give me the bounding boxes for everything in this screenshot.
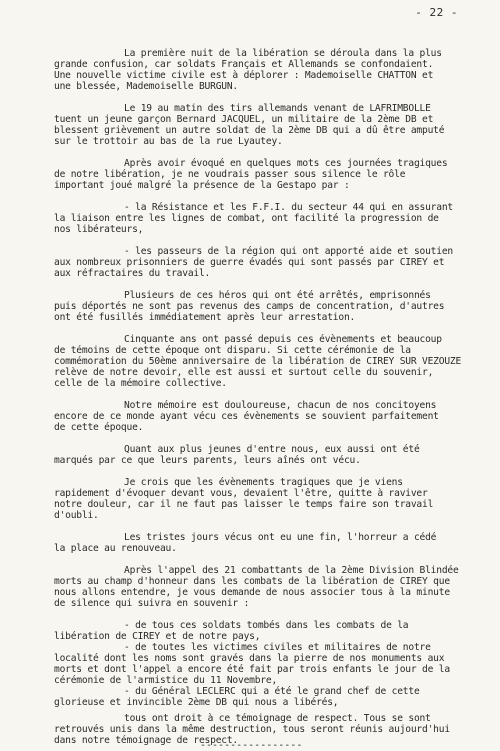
text-line: rapidement d'évoquer devant vous, devaient l'être, quitte à raviver <box>54 488 428 499</box>
text-line: d'oubli. <box>54 510 99 521</box>
text-line: nos libérateurs, <box>54 224 144 235</box>
text-line: Quant aux plus jeunes d'entre nous, eux aussi ont été <box>124 444 420 455</box>
text-line: La première nuit de la libération se déroula dans la plus <box>124 48 442 59</box>
text-line: Plusieurs de ces héros qui ont été arrêtés, emprisonnés <box>124 290 431 301</box>
text-line: cérémonie de l'armistice du 11 Novembre, <box>54 675 278 686</box>
text-line: - la Résistance et les F.F.I. du secteur 44 qui en assurant <box>124 202 453 213</box>
text-line: de notre libération, je ne voudrais passer sous silence le rôle <box>54 169 406 180</box>
text-line: retrouvés unis dans la même destruction, tous seront réunis aujourd'hui <box>54 724 450 735</box>
text-line: ont été fusillés immédiatement après leur arrestation. <box>54 312 356 323</box>
page-number: - 22 - <box>415 6 458 19</box>
text-line: Le 19 au matin des tirs allemands venant de LAFRIMBOLLE <box>124 103 431 114</box>
text-line: blessent grièvement un autre soldat de la 2ème DB qui a dû être amputé <box>54 125 445 136</box>
text-line: Après l'appel des 21 combattants de la 2ème Division Blindée <box>124 565 459 576</box>
text-line: aux nombreux prisonniers de guerre évadés qui sont passés par CIREY et <box>54 257 445 268</box>
text-line: puis déportés ne sont pas revenus des camps de concentration, d'autres <box>54 301 445 312</box>
text-line: Cinquante ans ont passé depuis ces évènements et beaucoup <box>124 334 442 345</box>
text-line: notre douleur, car il ne faut pas laisser le temps faire son travail <box>54 499 434 510</box>
text-line: relève de notre devoir, elle est aussi et surtout celle du souvenir, <box>54 367 434 378</box>
text-line: libération de CIREY et de notre pays, <box>54 631 261 642</box>
text-line: Les tristes jours vécus ont eu une fin, l'horreur a cédé <box>124 532 437 543</box>
text-line: tuent un jeune garçon Bernard JACQUEL, un militaire de la 2ème DB et <box>54 114 434 125</box>
text-line: une blessée, Mademoiselle BURGUN. <box>54 81 239 92</box>
text-line: encore de ce monde ayant vécu ces évènements se souvient parfaitement <box>54 411 439 422</box>
text-line: - de toutes les victimes civiles et militaires de notre <box>124 642 431 653</box>
text-line: celle de la mémoire collective. <box>54 378 227 389</box>
text-line: - les passeurs de la région qui ont apporté aide et soutien <box>124 246 453 257</box>
text-line: la liaison entre les lignes de combat, ont facilité la progression de <box>54 213 439 224</box>
text-line: de silence qui suivra en souvenir : <box>54 598 250 609</box>
end-separator: ----------------- <box>200 740 303 751</box>
text-line: aux réfractaires du travail. <box>54 268 211 279</box>
text-line: de cette époque. <box>54 422 144 433</box>
text-line: important joué malgré la présence de la Gestapo par : <box>54 180 350 191</box>
text-line: nous allons entendre, je vous demande de nous associer tous à la minute <box>54 587 450 598</box>
text-line: grande confusion, car soldats Français et Allemands se confondaient. <box>54 59 434 70</box>
text-line: dans notre témoignage de respect. <box>54 735 239 746</box>
text-line: morts et dont l'appel a encore été fait par trois enfants le jour de la <box>54 664 450 675</box>
text-line: la place au renouveau. <box>54 543 177 554</box>
text-line: morts au champ d'honneur dans les combats de la libération de CIREY que <box>54 576 450 587</box>
text-line: sur le trottoir au bas de la rue Lyautey. <box>54 136 283 147</box>
text-line: commémoration du 50ème anniversaire de la libération de CIREY SUR VEZOUZE <box>54 356 462 367</box>
text-line: tous ont droit à ce témoignage de respect. Tous se sont <box>124 713 431 724</box>
text-line: Je crois que les évènements tragiques que je viens <box>124 477 403 488</box>
text-line: localité dont les noms sont gravés dans la pierre de nos monuments aux <box>54 653 445 664</box>
text-line: - de tous ces soldats tombés dans les combats de la <box>124 620 409 631</box>
text-line: marqués par ce que leurs parents, leurs aînés ont vécu. <box>54 455 361 466</box>
text-line: Une nouvelle victime civile est à déplorer : Mademoiselle CHATTON et <box>54 70 434 81</box>
text-line: de témoins de cette époque ont disparu. Si cette cérémonie de la <box>54 345 411 356</box>
text-line: Après avoir évoqué en quelques mots ces journées tragiques <box>124 158 448 169</box>
text-line: Notre mémoire est douloureuse, chacun de nos concitoyens <box>124 400 437 411</box>
text-line: glorieuse et invincible 2ème DB qui nous a libérés, <box>54 697 339 708</box>
text-line: - du Général LECLERC qui a été le grand chef de cette <box>124 686 420 697</box>
